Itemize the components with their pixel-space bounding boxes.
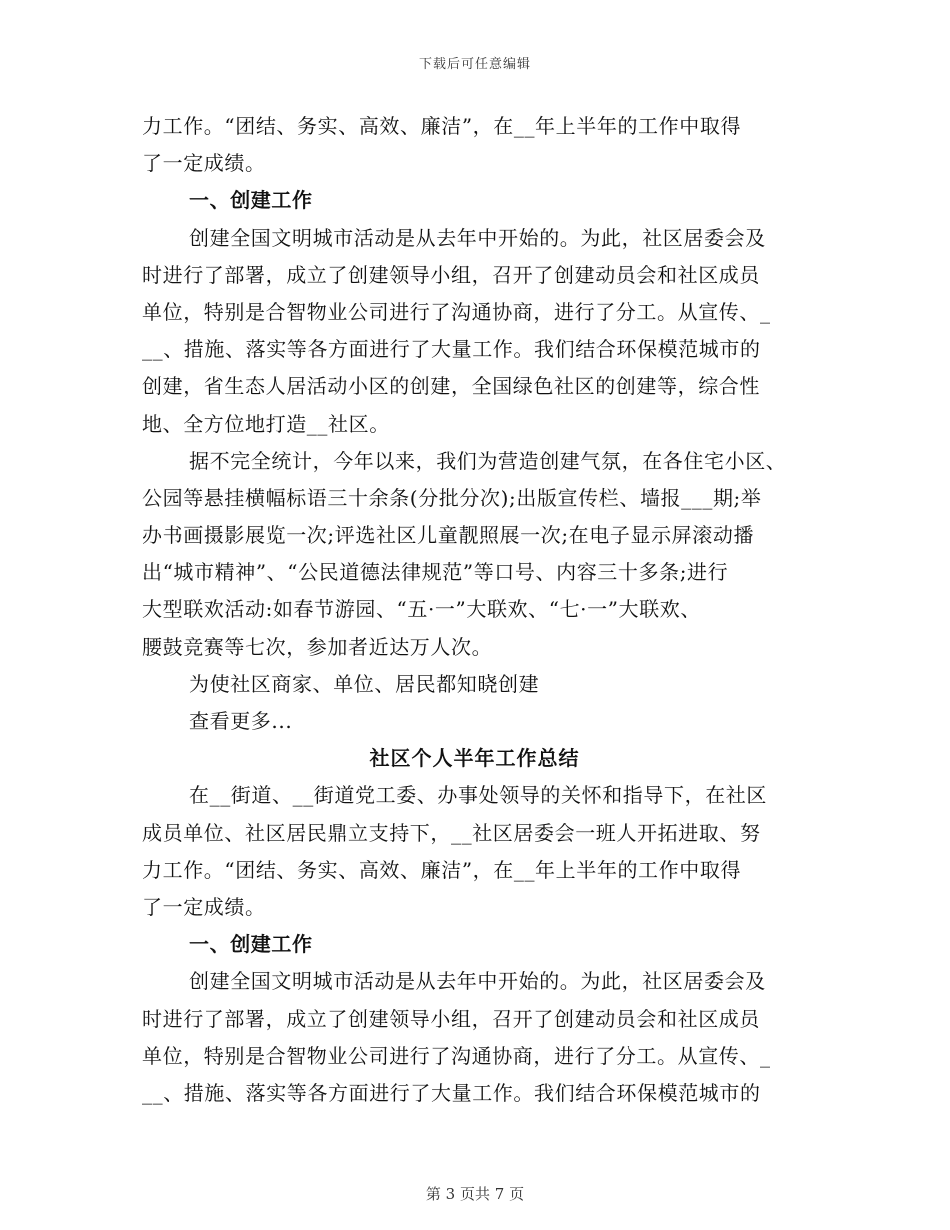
body-line: 办书画摄影展览一次;评选社区儿童靓照展一次;在电子显示屏滚动播	[142, 523, 755, 548]
body-line: 成员单位、社区居民鼎立支持下，__社区居委会一班人开拓进取、努	[142, 820, 761, 845]
body-line: __、措施、落实等各方面进行了大量工作。我们结合环保模范城市的	[142, 1080, 761, 1105]
body-line: 了一定成绩。	[142, 894, 266, 919]
read-more-link[interactable]: 查看更多...	[189, 709, 293, 733]
page-header: 下载后可任意编辑	[418, 57, 531, 72]
body-line: 大型联欢活动:如春节游园、“五·一”大联欢、“七·一”大联欢、	[142, 597, 701, 622]
body-line: __、措施、落实等各方面进行了大量工作。我们结合环保模范城市的	[142, 337, 761, 362]
page-footer: 第 3 页共 7 页	[425, 1185, 525, 1203]
body-line: 时进行了部署，成立了创建领导小组，召开了创建动员会和社区成员	[142, 1006, 760, 1031]
body-line: 地、全方位地打造__社区。	[142, 411, 390, 436]
paragraph-first-line: 据不完全统计，今年以来，我们为营造创建气氛，在各住宅小区、	[189, 448, 787, 473]
body-line: 腰鼓竞赛等七次，参加者近达万人次。	[142, 634, 493, 659]
body-line: 了一定成绩。	[142, 151, 266, 176]
body-line: 单位，特别是合智物业公司进行了沟通协商，进行了分工。从宣传、_	[142, 299, 771, 324]
section-heading: 一、创建工作	[189, 188, 313, 213]
paragraph-first-line: 为使社区商家、单位、居民都知晓创建	[189, 671, 540, 696]
document-title: 社区个人半年工作总结	[369, 746, 580, 771]
body-line: 力工作。“团结、务实、高效、廉洁”，在__年上半年的工作中取得	[142, 857, 742, 882]
body-line: 公园等悬挂横幅标语三十余条(分批分次);出版宣传栏、墙报___期;举	[142, 485, 762, 510]
body-line: 单位，特别是合智物业公司进行了沟通协商，进行了分工。从宣传、_	[142, 1043, 771, 1068]
document-body	[142, 108, 807, 1112]
paragraph-first-line: 创建全国文明城市活动是从去年中开始的。为此，社区居委会及	[189, 969, 766, 994]
body-line: 出“城市精神”、“公民道德法律规范”等口号、内容三十多条;进行	[142, 560, 729, 585]
body-line: 创建，省生态人居活动小区的创建，全国绿色社区的创建等，综合性	[142, 374, 760, 399]
paragraph-first-line: 创建全国文明城市活动是从去年中开始的。为此，社区居委会及	[189, 225, 766, 250]
section-heading: 一、创建工作	[189, 932, 313, 957]
body-line: 时进行了部署，成立了创建领导小组，召开了创建动员会和社区成员	[142, 262, 760, 287]
body-line: 力工作。“团结、务实、高效、廉洁”，在__年上半年的工作中取得	[142, 114, 742, 138]
paragraph-first-line: 在__街道、__街道党工委、办事处领导的关怀和指导下，在社区	[189, 783, 767, 808]
